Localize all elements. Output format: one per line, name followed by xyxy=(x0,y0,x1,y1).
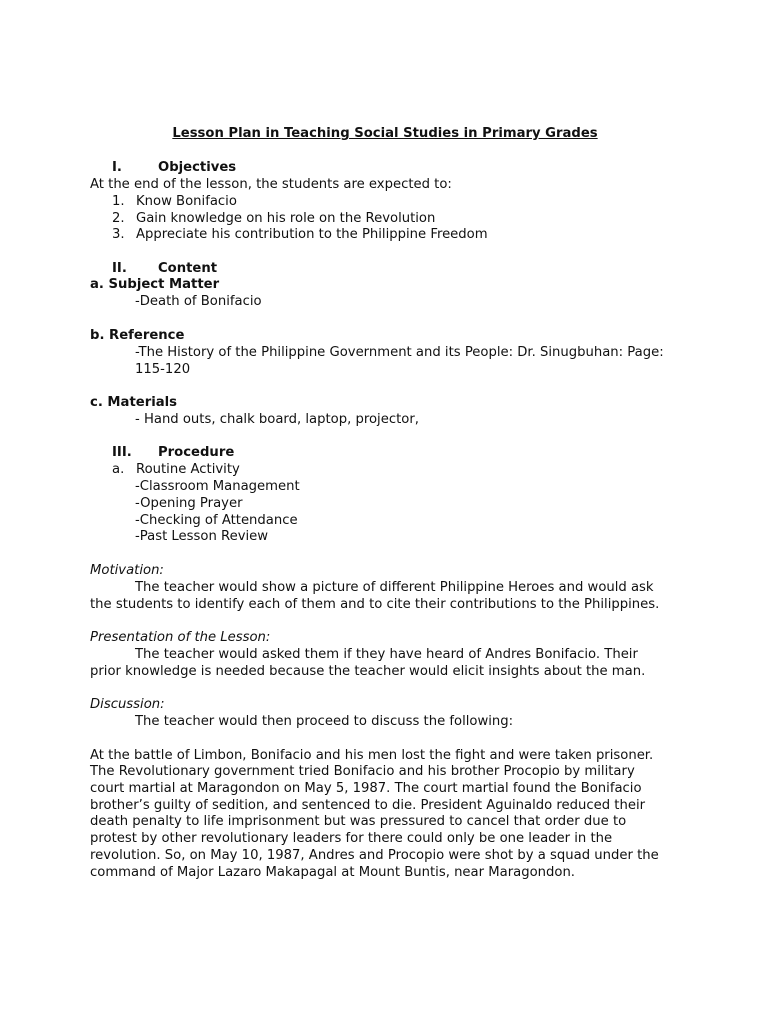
document-title: Lesson Plan in Teaching Social Studies in Primary Grades xyxy=(172,126,598,141)
discussion-paragraph-line: protest by other revolutionary leaders for there could only be one leader in the xyxy=(90,831,613,846)
list-item xyxy=(112,227,488,244)
discussion-paragraph-line: court martial at Maragondon on May 5, 1987. The court martial found the Bonifacio xyxy=(90,781,642,796)
reference-text-line1: -The History of the Philippine Government and its People: Dr. Sinugbuhan: Page: xyxy=(135,345,664,360)
reference-label: b. Reference xyxy=(90,328,185,343)
list-text: Know Bonifacio xyxy=(136,194,237,209)
list-item xyxy=(112,194,237,211)
discussion-paragraph-line: death penalty to life imprisonment but was pressured to cancel that order due to xyxy=(90,814,627,829)
list-item xyxy=(112,211,435,228)
objectives-intro: At the end of the lesson, the students are expected to: xyxy=(90,177,452,192)
discussion-paragraph-line: command of Major Lazaro Makapagal at Mount Buntis, near Maragondon. xyxy=(90,865,575,880)
discussion-paragraph-line: revolution. So, on May 10, 1987, Andres and Procopio were shot by a squad under the xyxy=(90,848,659,863)
subject-matter-text: -Death of Bonifacio xyxy=(135,294,262,309)
reference-text-line2: 115-120 xyxy=(135,362,191,377)
motivation-label: Motivation: xyxy=(90,563,164,578)
list-marker: a. xyxy=(112,462,125,477)
materials-text: - Hand outs, chalk board, laptop, projector, xyxy=(135,412,419,427)
subject-matter-label: a. Subject Matter xyxy=(90,277,220,292)
discussion-line1: The teacher would then proceed to discuss the following: xyxy=(135,714,514,729)
section-content-heading xyxy=(112,261,217,278)
motivation-line2: the students to identify each of them and to cite their contributions to the Philippines. xyxy=(90,597,660,612)
list-number: 2. xyxy=(112,211,125,226)
section-heading-text: Content xyxy=(158,261,218,276)
list-text: Gain knowledge on his role on the Revolution xyxy=(136,211,436,226)
section-numeral: I. xyxy=(112,160,122,175)
routine-subitem: -Classroom Management xyxy=(135,479,300,494)
discussion-paragraph-line: At the battle of Limbon, Bonifacio and his men lost the fight and were taken prisoner. xyxy=(90,748,654,763)
discussion-paragraph-line: brother’s guilty of sedition, and sentenced to die. President Aguinaldo reduced their xyxy=(90,798,646,813)
routine-subitem: -Opening Prayer xyxy=(135,496,243,511)
section-numeral: II. xyxy=(112,261,127,276)
routine-activity-label: Routine Activity xyxy=(136,462,240,477)
list-number: 3. xyxy=(112,227,125,242)
presentation-line1: The teacher would asked them if they have heard of Andres Bonifacio. Their xyxy=(135,647,638,662)
section-heading-text: Procedure xyxy=(158,445,235,460)
discussion-label: Discussion: xyxy=(90,697,165,712)
routine-subitem: -Checking of Attendance xyxy=(135,513,298,528)
materials-label: c. Materials xyxy=(90,395,177,410)
routine-activity-item xyxy=(112,462,240,479)
motivation-line1: The teacher would show a picture of different Philippine Heroes and would ask xyxy=(135,580,654,595)
section-heading-text: Objectives xyxy=(158,160,237,175)
routine-subitem: -Past Lesson Review xyxy=(135,529,269,544)
section-numeral: III. xyxy=(112,445,132,460)
section-objectives-heading xyxy=(112,160,236,177)
list-number: 1. xyxy=(112,194,125,209)
presentation-line2: prior knowledge is needed because the teacher would elicit insights about the man. xyxy=(90,664,646,679)
list-text: Appreciate his contribution to the Philippine Freedom xyxy=(136,227,488,242)
presentation-label: Presentation of the Lesson: xyxy=(90,630,271,645)
section-procedure-heading xyxy=(112,445,234,462)
discussion-paragraph-line: The Revolutionary government tried Bonifacio and his brother Procopio by military xyxy=(90,764,635,779)
